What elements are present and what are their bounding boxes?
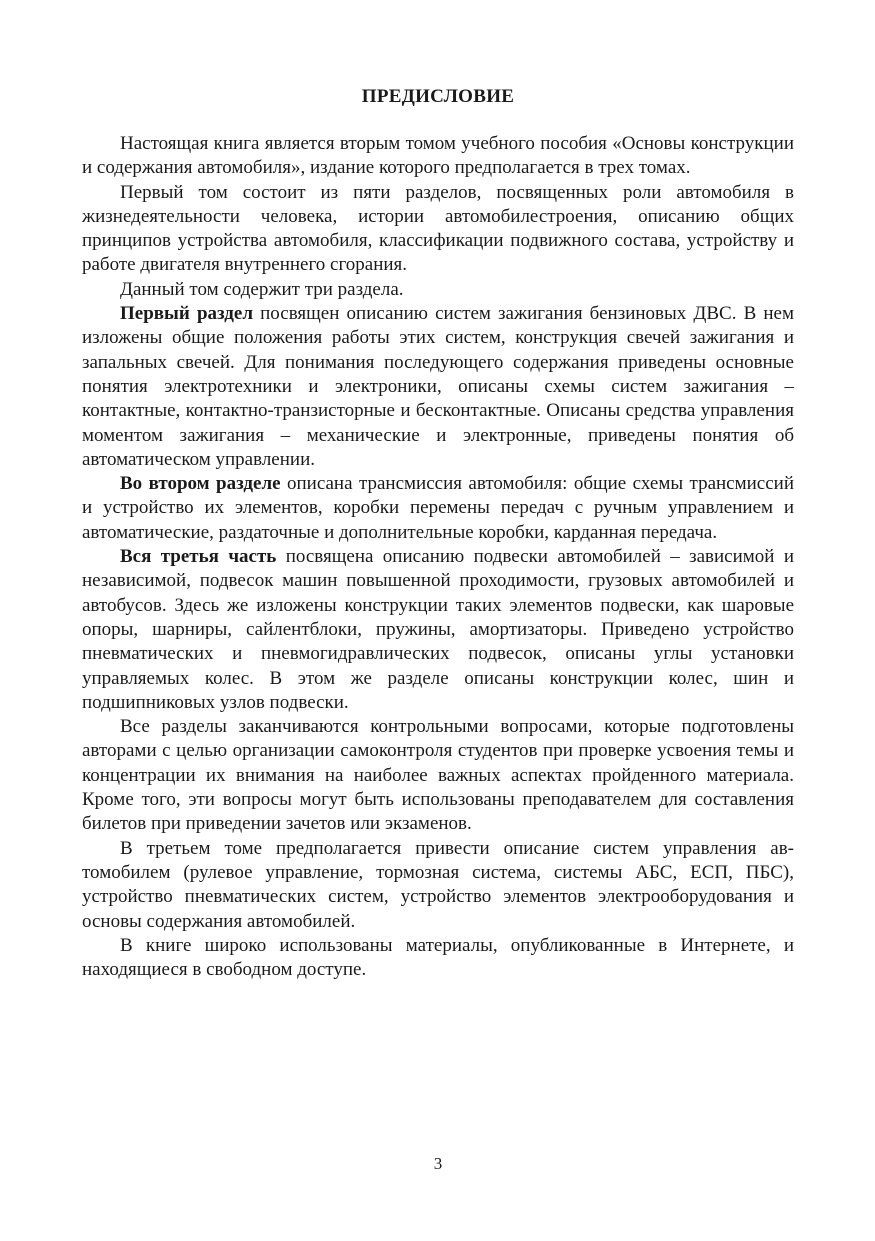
paragraph-text: Настоящая книга является вторым томом учебного пособия «Основы конструкции и содержания автомобиля», издание которого предполагается в трех томах.: [82, 133, 794, 179]
document-page: [82, 0, 794, 1241]
paragraph-text: посвящена описанию подвески автомобилей – зависимой и независимой, подвесок машин повышенной проходимости, грузовых автомобилей и автобусов. Здесь же изложены конструкции таких элементов подвески, как шаровые опоры, шарниры, сайлентблоки, пружины, амортизаторы. Приведено устройство пневматических и пневмогидравлических подвесок, описаны углы установки управляемых колес. В этом же разделе описаны конструкции колес, шин и подшипниковых узлов подвески.: [82, 546, 795, 713]
paragraph-text: Все разделы заканчиваются контрольными вопросами, которые подготовлены авторами с целью организации самоконтроля студентов при проверке усвоения темы и концентрации их внимания на наиболее важных аспектах пройденного материала. Кроме того, эти вопросы могут быть использованы преподавателем для составления билетов при приведении зачетов или экзаменов.: [82, 716, 794, 835]
page-title: ПРЕДИСЛОВИЕ: [361, 86, 515, 107]
paragraph-text: В книге широко использованы материалы, опубликованные в Интернете, и находящиеся в свободном доступе.: [82, 934, 794, 981]
body-text: [82, 132, 794, 982]
paragraph: [82, 715, 794, 836]
paragraph: [82, 278, 794, 302]
paragraph-bold-lead: Первый раздел: [120, 303, 254, 325]
paragraph-text: В третьем томе предполагается привести описание систем управления автомобилем (рулевое управление, тормозная система, системы АБС, ЕСП, ПБС), устройство пневматических систем, устройство элементов электрооборудования и основы содержания автомобилей.: [82, 837, 794, 932]
paragraph: [82, 132, 794, 181]
paragraph-bold-lead: Вся третья часть: [120, 546, 277, 568]
page-number: 3: [433, 1154, 443, 1173]
paragraph-text: Первый том состоит из пяти разделов, посвященных роли автомобиля в жизнедеятельности человека, истории автомобилестроения, описанию общих принципов устройства автомобиля, классификации подвижного состава, устройству и работе двигателя внутреннего сгорания.: [82, 181, 794, 276]
paragraph-text: посвящен описанию систем зажигания бензиновых ДВС. В нем изложены общие положения работы этих систем, конструкция свечей зажигания и запальных свечей. Для понимания последующего содержания приведены основные понятия электротехники и электроники, описаны схемы систем зажигания – контактные, контактно-транзисторные и бесконтактные. Описаны средства управления моментом зажигания – механические и электронные, приведены понятия об автоматическом управлении.: [82, 303, 794, 470]
paragraph: [82, 472, 794, 545]
paragraph: [82, 545, 794, 715]
paragraph-bold-lead: Во втором разделе: [120, 473, 281, 495]
paragraph: [82, 302, 794, 472]
paragraph-text: Данный том содержит три раздела.: [120, 278, 404, 300]
paragraph: [82, 934, 794, 983]
paragraph: [82, 181, 794, 278]
paragraph-text: описана трансмиссия автомобиля: общие схемы трансмиссий и устройство их элементов, коробки перемены передач с ручным управлением и автоматические, раздаточные и дополнительные коробки, карданная передача.: [82, 473, 795, 543]
paragraph: [82, 837, 794, 934]
